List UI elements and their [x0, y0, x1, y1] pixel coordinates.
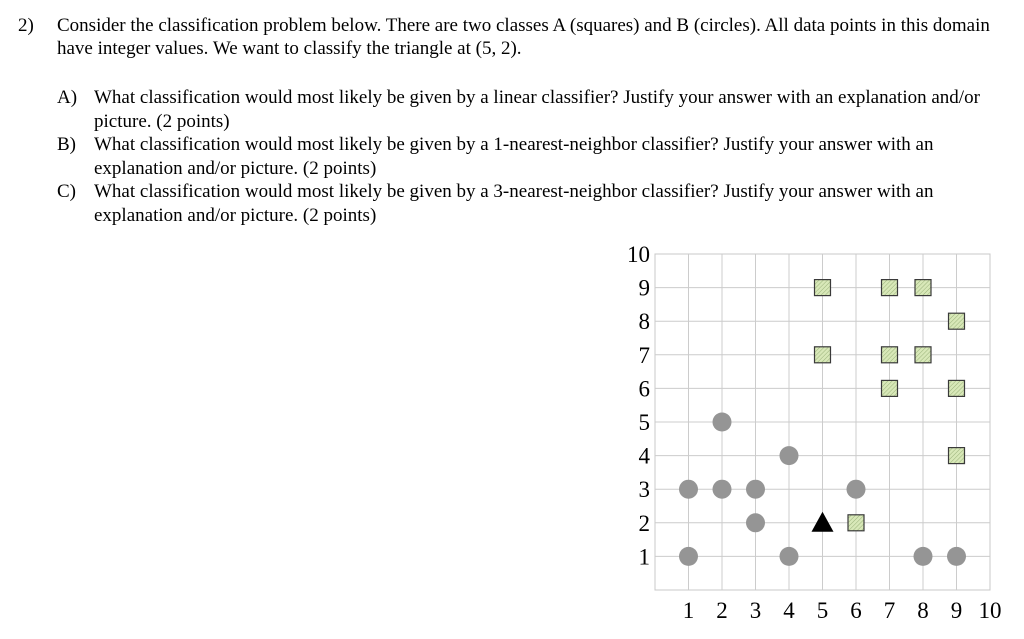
x-tick-label: 3: [749, 598, 762, 623]
class-b-circle-point: [679, 547, 698, 566]
y-tick-label: 5: [638, 410, 650, 435]
part-label: C): [57, 181, 76, 202]
class-b-circle-point: [914, 547, 933, 566]
class-b-circle-point: [746, 480, 765, 499]
class-a-square-point: [882, 380, 898, 396]
y-tick-label: 9: [638, 275, 650, 301]
part-label: A): [57, 87, 78, 108]
class-a-square-point: [882, 280, 898, 296]
y-tick-label: 6: [638, 376, 650, 402]
class-b-circle-point: [713, 413, 732, 432]
class-a-square-point: [882, 347, 898, 363]
question-text: Consider the classification problem below. There are two classes A (squares) and B (circles). All data points in this domain have integer values. We want to classify the triangle at (5, 2).: [57, 15, 990, 59]
y-tick-label: 10: [627, 242, 650, 267]
class-a-square-point: [915, 347, 931, 363]
question-number: 2): [18, 15, 34, 36]
part-text: What classification would most likely be given by a 1-nearest-neighbor classifier? Justify your answer with an explanation and/or picture. (2 points): [94, 134, 934, 179]
class-b-circle-point: [713, 480, 732, 499]
class-b-circle-point: [679, 480, 698, 499]
part-text: What classification would most likely be given by a linear classifier? Justify your answer with an explanation and/or picture. (2 points): [94, 87, 980, 132]
y-tick-label: 1: [638, 544, 650, 570]
class-a-square-point: [949, 380, 965, 396]
x-tick-label: 10: [978, 598, 1002, 623]
class-a-square-point: [815, 347, 831, 363]
y-tick-label: 2: [638, 510, 650, 536]
y-tick-label: 7: [638, 342, 650, 368]
y-tick-label: 8: [638, 309, 650, 335]
part-text: What classification would most likely be given by a 3-nearest-neighbor classifier? Justify your answer with an explanation and/or picture. (2 points): [94, 181, 934, 226]
class-a-square-point: [915, 280, 931, 296]
class-a-square-point: [815, 280, 831, 296]
x-tick-label: 5: [816, 598, 829, 623]
y-tick-label: 4: [638, 443, 650, 469]
class-a-square-point: [848, 515, 864, 531]
class-b-circle-point: [780, 547, 799, 566]
part-label: B): [57, 134, 76, 155]
x-tick-label: 7: [883, 598, 896, 623]
class-b-circle-point: [947, 547, 966, 566]
class-b-circle-point: [780, 446, 799, 465]
x-tick-label: 1: [682, 598, 695, 623]
x-tick-label: 2: [716, 598, 728, 623]
class-b-circle-point: [847, 480, 866, 499]
class-a-square-point: [949, 448, 965, 464]
x-tick-label: 9: [950, 598, 963, 623]
class-b-circle-point: [746, 513, 765, 532]
class-a-square-point: [949, 313, 965, 329]
x-tick-label: 8: [917, 598, 929, 623]
query-triangle-point: [812, 512, 834, 532]
y-tick-label: 3: [638, 477, 650, 503]
x-tick-label: 6: [850, 598, 862, 623]
x-tick-label: 4: [783, 598, 795, 623]
